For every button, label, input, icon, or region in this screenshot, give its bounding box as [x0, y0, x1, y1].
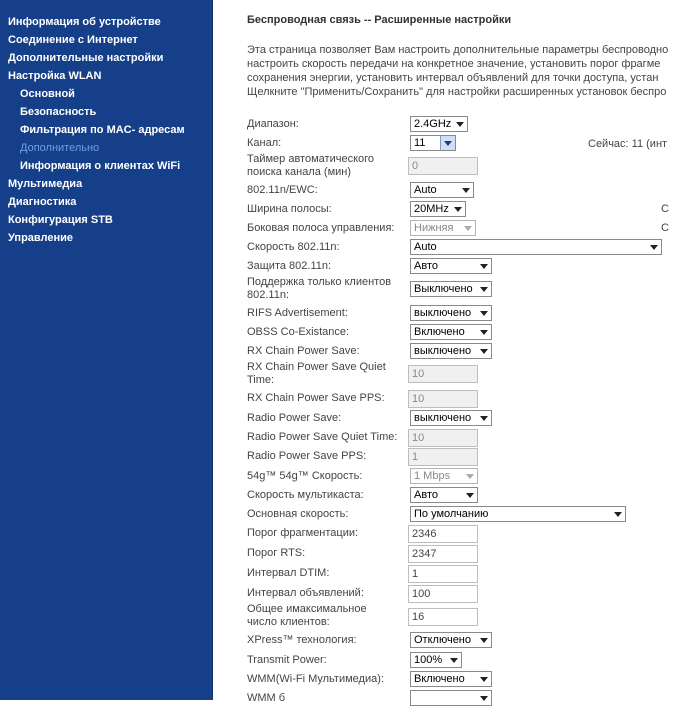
tx-power-select[interactable]	[410, 652, 462, 668]
chevron-down-icon	[440, 136, 455, 150]
basic-rate-value: По умолчанию	[414, 508, 489, 520]
rts-threshold-label: Порог RTS:	[247, 547, 306, 559]
channel-select[interactable]	[410, 135, 456, 151]
n-only-value: Выключено	[414, 283, 473, 295]
n-rate-value: Auto	[414, 241, 437, 253]
wmm-value: Включено	[414, 673, 465, 685]
radio-ps-quiet-label: Radio Power Save Quiet Time:	[247, 431, 398, 443]
chevron-down-icon	[480, 638, 488, 643]
xpress-label: XPress™ технология:	[247, 634, 357, 646]
dtim-label: Интервал DTIM:	[247, 567, 330, 579]
sideband-select[interactable]	[410, 220, 476, 236]
page-title: Беспроводная связь -- Расширенные настройки	[247, 14, 512, 26]
radio-ps-select[interactable]	[410, 410, 492, 426]
current-channel-text: Сейчас: 11 (инт	[588, 138, 668, 150]
nav-multimedia[interactable]: Мультимедиа	[8, 178, 83, 190]
radio-ps-value: выключено	[414, 412, 472, 424]
nav-internet-connection[interactable]: Соединение с Интернет	[8, 34, 138, 46]
nav-stb-config[interactable]: Конфигурация STB	[8, 214, 113, 226]
chevron-down-icon	[464, 226, 472, 231]
nav-wlan-setup[interactable]: Настройка WLAN	[8, 70, 102, 82]
tx-power-value: 100%	[414, 654, 443, 666]
channel-value: 11	[414, 137, 426, 149]
wmm-noack-select[interactable]	[410, 690, 492, 706]
multicast-rate-value: Авто	[414, 489, 438, 501]
obss-label: OBSS Co-Existance:	[247, 326, 350, 338]
multicast-rate-select[interactable]	[410, 487, 478, 503]
chevron-down-icon	[462, 188, 470, 193]
nav-wlan-clients[interactable]: Информация о клиентах WiFi	[20, 160, 181, 172]
nav-diagnostics[interactable]: Диагностика	[8, 196, 77, 208]
xpress-value: Отключено	[414, 634, 471, 646]
wmm-noack-label: WMM б	[247, 692, 286, 704]
band-select[interactable]	[410, 116, 468, 132]
n-rate-label: Скорость 802.11n:	[247, 241, 340, 253]
rx-chain-pps-input[interactable]: 10	[408, 390, 478, 408]
obss-value: Включено	[414, 326, 465, 338]
radio-ps-pps-label: Radio Power Save PPS:	[247, 450, 367, 462]
frag-threshold-input[interactable]: 2346	[408, 525, 478, 543]
chevron-down-icon	[480, 287, 488, 292]
beacon-interval-input[interactable]: 100	[408, 585, 478, 603]
main-content	[213, 0, 669, 704]
chevron-down-icon	[480, 330, 488, 335]
bandwidth-value: 20MHz	[414, 203, 449, 215]
radio-ps-label: Radio Power Save:	[247, 412, 342, 424]
chevron-down-icon	[450, 658, 458, 663]
intro-line: Щелкните "Применить/Сохранить" для настройки расширенных установок беспро	[247, 86, 667, 98]
chevron-down-icon	[480, 311, 488, 316]
rifs-label: RIFS Advertisement:	[247, 307, 348, 319]
n-protection-select[interactable]	[410, 258, 492, 274]
band-value: 2.4GHz	[414, 118, 452, 130]
n-protection-label: Защита 802.11n:	[247, 260, 332, 272]
chevron-down-icon	[480, 416, 488, 421]
chevron-down-icon	[466, 493, 474, 498]
chevron-down-icon	[466, 474, 474, 479]
sideband-label: Боковая полоса управления:	[247, 222, 395, 234]
rx-chain-ps-label: RX Chain Power Save:	[247, 345, 360, 357]
ewc-select[interactable]	[410, 182, 474, 198]
edge-text: С	[661, 222, 669, 234]
bandwidth-label: Ширина полосы:	[247, 203, 332, 215]
intro-line: настроить скорость передачи на конкретное значение, установить порог фрагме	[247, 58, 661, 70]
chevron-down-icon	[480, 677, 488, 682]
nav-wlan-security[interactable]: Безопасность	[20, 106, 97, 118]
n-protection-value: Авто	[414, 260, 438, 272]
g-rate-select[interactable]	[410, 468, 478, 484]
chevron-down-icon	[454, 207, 462, 212]
radio-ps-pps-input[interactable]: 1	[408, 448, 478, 466]
edge-text: С	[661, 203, 669, 215]
n-only-select[interactable]	[410, 281, 492, 297]
chevron-down-icon	[614, 512, 622, 517]
rifs-select[interactable]	[410, 305, 492, 321]
chevron-down-icon	[650, 245, 658, 250]
rifs-value: выключено	[414, 307, 472, 319]
max-clients-input[interactable]: 16	[408, 608, 478, 626]
basic-rate-label: Основная скорость:	[247, 508, 349, 520]
n-rate-select[interactable]	[410, 239, 662, 255]
ewc-label: 802.11n/EWC:	[247, 184, 318, 196]
beacon-interval-label: Интервал объявлений:	[247, 587, 364, 599]
intro-line: сохранения энергии, установить интервал объявлений для точки доступа, устан	[247, 72, 659, 84]
dtim-input[interactable]: 1	[408, 565, 478, 583]
multicast-rate-label: Скорость мультикаста:	[247, 489, 364, 501]
radio-ps-quiet-input[interactable]: 10	[408, 429, 478, 447]
nav-device-info[interactable]: Информация об устройстве	[8, 16, 161, 28]
nav-management[interactable]: Управление	[8, 232, 74, 244]
bandwidth-select[interactable]	[410, 201, 466, 217]
rx-chain-quiet-input[interactable]: 10	[408, 365, 478, 383]
ewc-value: Auto	[414, 184, 437, 196]
auto-channel-timer-input[interactable]: 0	[408, 157, 478, 175]
basic-rate-select[interactable]	[410, 506, 626, 522]
nav-wlan-basic[interactable]: Основной	[20, 88, 75, 100]
g-rate-label: 54g™ 54g™ Скорость:	[247, 470, 363, 482]
rx-chain-ps-select[interactable]	[410, 343, 492, 359]
obss-select[interactable]	[410, 324, 492, 340]
chevron-down-icon	[480, 264, 488, 269]
rx-chain-quiet-label: RX Chain Power Save Quiet Time:	[247, 361, 386, 386]
auto-channel-timer-label: Таймер автоматического поиска канала (мин)	[247, 153, 375, 178]
channel-label: Канал:	[247, 137, 282, 149]
rx-chain-pps-label: RX Chain Power Save PPS:	[247, 392, 385, 404]
chevron-down-icon	[456, 122, 464, 127]
nav-advanced-settings[interactable]: Дополнительные настройки	[8, 52, 164, 64]
rx-chain-ps-value: выключено	[414, 345, 472, 357]
chevron-down-icon	[480, 696, 488, 701]
sidebar-nav	[0, 0, 213, 700]
n-only-label: Поддержка только клиентов 802.11n:	[247, 276, 392, 301]
g-rate-value: 1 Mbps	[414, 470, 451, 482]
chevron-down-icon	[480, 349, 488, 354]
xpress-select[interactable]	[410, 632, 492, 648]
wmm-select[interactable]	[410, 671, 492, 687]
nav-wlan-mac-filter[interactable]: Фильтрация по MAC- адресам	[20, 124, 185, 136]
intro-line: Эта страница позволяет Вам настроить дополнительные параметры беспроводно	[247, 44, 669, 56]
frag-threshold-label: Порог фрагментации:	[247, 527, 359, 539]
tx-power-label: Transmit Power:	[247, 654, 327, 666]
band-label: Диапазон:	[247, 118, 299, 130]
nav-wlan-advanced[interactable]: Дополнительно	[20, 142, 100, 154]
rts-threshold-input[interactable]: 2347	[408, 545, 478, 563]
sideband-value: Нижняя	[414, 222, 454, 234]
wmm-label: WMM(Wi-Fi Мультимедиа):	[247, 673, 384, 685]
max-clients-label: Общее имаксимальное число клиентов:	[247, 603, 367, 628]
